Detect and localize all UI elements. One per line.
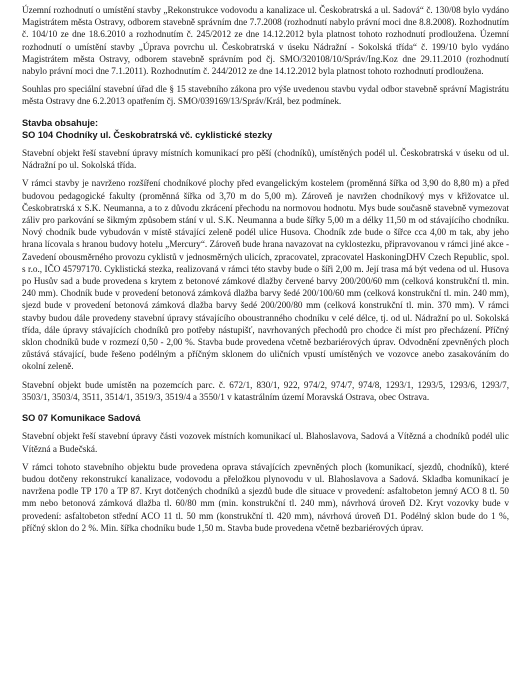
souhlas-paragraph: Souhlas pro speciální stavební úřad dle § 15 stavebního zákona pro výše uvedenou stavbu vydal odbor stavebně správní Magistrátu města Ostravy dne 6.2.2013 opatřením čj. SMO/039169/13/Správ/Král, bez podmínek. xyxy=(22,84,509,107)
so104-paragraph-3: Stavební objekt bude umístěn na pozemcích parc. č. 672/1, 830/1, 922, 974/2, 974/7, 974/8, 1293/1, 1293/5, 1293/6, 1293/7, 3503/1, 3503/4, 3511, 3514/1, 3519/3, 3519/4 a 3550/1 v katastrálním území Moravská Ostrava, obec Ostrava. xyxy=(22,379,509,402)
so104-paragraph-1: Stavební objekt řeší stavební úpravy místních komunikací pro pěší (chodníků), umístěných podél ul. Českobratrská v úseku od ul. Nádražní po ul. Sokolská třída. xyxy=(22,148,509,171)
so104-paragraph-2: V rámci stavby je navrženo rozšíření chodníkové plochy před evangelickým kostelem (proměnná šířka od 3,90 do 8,80 m) a před budovou pedagogické fakulty (proměnná šířka od 3,70 m do 5,00 m). Zároveň je navržen chodníkový mys v křižovatce ul. Českobratrská x S.K. Neumanna, a to z důvodu zkrácení přechodu na normovou hodnotu. Mys bude současně stavebně vymezovat záliv pro parkování se šikmým způsobem stání v ul. S.K. Neumanna a bude šířky 5,00 m a délky 11,50 m od stávajícího chodníku. Nový chodník bude vybudován v místě stávající zeleně podél ulice Husova. Chodník zde bude o šířce cca 4,00 m tak, aby jeho hrana lícovala s hranou budovy hotelu „Mercury“. Zároveň bude hrana navazovat na cyklostezku, připravovanou v rámci jiné akce - Zavedení obousměrného provozu cyklistů v jednosměrných ulicích, zpracovatel, zpracovatel HaskoningDHV Czech Republic, spol. s r.o., IČO 45797170. Cyklistická stezka, realizovaná v rámci této stavby bude o šíři 2,00 m. Její trasa má být vedena od ul. Husova po Husův sad a bude provedena s krytem z betonové zámkové dlažby červené barvy 200/200/60 mm (celková konstrukční tl. min. 240 mm). Chodník bude v provedení betonová zámková dlažba barvy šedé 200/100/60 mm (celková konstrukční tl. min. 240 mm), sjezd bude v provedení betonová zámková dlažba barvy šedé 200/200/80 mm (celková konstrukční tl. min. 370 mm). V rámci stavby budou dále provedeny stavební úpravy stávajícího oboustranného chodníku v celé délce, tj. od ul. Nádražní po ul. Sokolská třída, dále úpravy stávajících chodníků pro potřeby nástupišť, navrhovaných přechodů pro chodce či míst pro přecházení. Příčný sklon chodníků bude v rozmezí 0,50 - 2,00 %. Stavba bude provedena včetně bezbariérových úprav. Odvodnění zpevněných ploch zůstává stávající, bude řešeno podélným a příčným sklonem do uličních vpustí umístěných ve vozovce anebo zasakováním do okolní zeleně. xyxy=(22,178,509,372)
so104-heading: SO 104 Chodníky ul. Českobratrská vč. cyklistické stezky xyxy=(22,129,273,140)
spacer xyxy=(22,403,509,412)
so07-paragraph-1: Stavební objekt řeší stavební úpravy části vozovek místních komunikací ul. Blahoslavova, Sadová a Vítězná a chodníků podél ulic Vítězná a Budečská. xyxy=(22,431,509,454)
so07-heading: SO 07 Komunikace Sadová xyxy=(22,413,141,424)
intro-paragraph: Územní rozhodnutí o umístění stavby „Rekonstrukce vodovodu a kanalizace ul. Českobratrská a ul. Sadová“ č. 130/08 bylo vydáno Magistrátem města Ostravy, odborem stavebně správním dne 7.7.2008 (rozhodnutí nabylo právní moci dne 8.8.2008). Rozhodnutím č. 104/10 ze dne 18.6.2010 a rozhodnutím č. 245/2012 ze dne 14.12.2012 byla platnost tohoto rozhodnutí prodloužena. Územní rozhodnutí o umístění stavby „Úprava povrchu ul. Českobratrská v úseku Nádražní - Sokolská třída“ č. 199/10 bylo vydáno Magistrátem města Ostravy, odborem stavebně správním pod čj. SMO/320108/10/Správ/Ing.Koz dne 29.11.2010 (rozhodnutí nabylo právní moci dne 7.1.2011). Rozhodnutím č. 244/2012 ze dne 14.12.2012 byla platnost tohoto rozhodnutí prodloužena. xyxy=(22,5,509,77)
spacer xyxy=(22,108,509,117)
so07-paragraph-2: V rámci tohoto stavebního objektu bude provedena oprava stávajících zpevněných ploch (komunikací, sjezdů, chodníků), které budou dotčeny rekonstrukcí kanalizace, vodovodu a přeložkou plynovodu v ul. Blahoslavova a Sadová. Skladba komunikací je navržena podle TP 170 a TP 87. Kryt dotčených chodníků a sjezdů bude dle situace v provedení: asfaltobeton jemný ACO 8 tl. 50 mm nebo betonová zámková dlažba tl. 60/80 mm (min. konstrukční tl. 240 mm), návrhová úroveň D2. Kryt vozovky bude v provedení: asfaltobeton střední ACO 11 tl. 50 mm (konstrukční tl. 420 mm), návrhová úroveň D1. Podélný sklon bude do 1 %, příčný sklon do 2 %. Min. šířka chodníku bude 1,50 m. Stavba bude provedena včetně bezbariérových úprav. xyxy=(22,461,509,533)
stavba-obsahuje-heading: Stavba obsahuje: xyxy=(22,117,99,128)
